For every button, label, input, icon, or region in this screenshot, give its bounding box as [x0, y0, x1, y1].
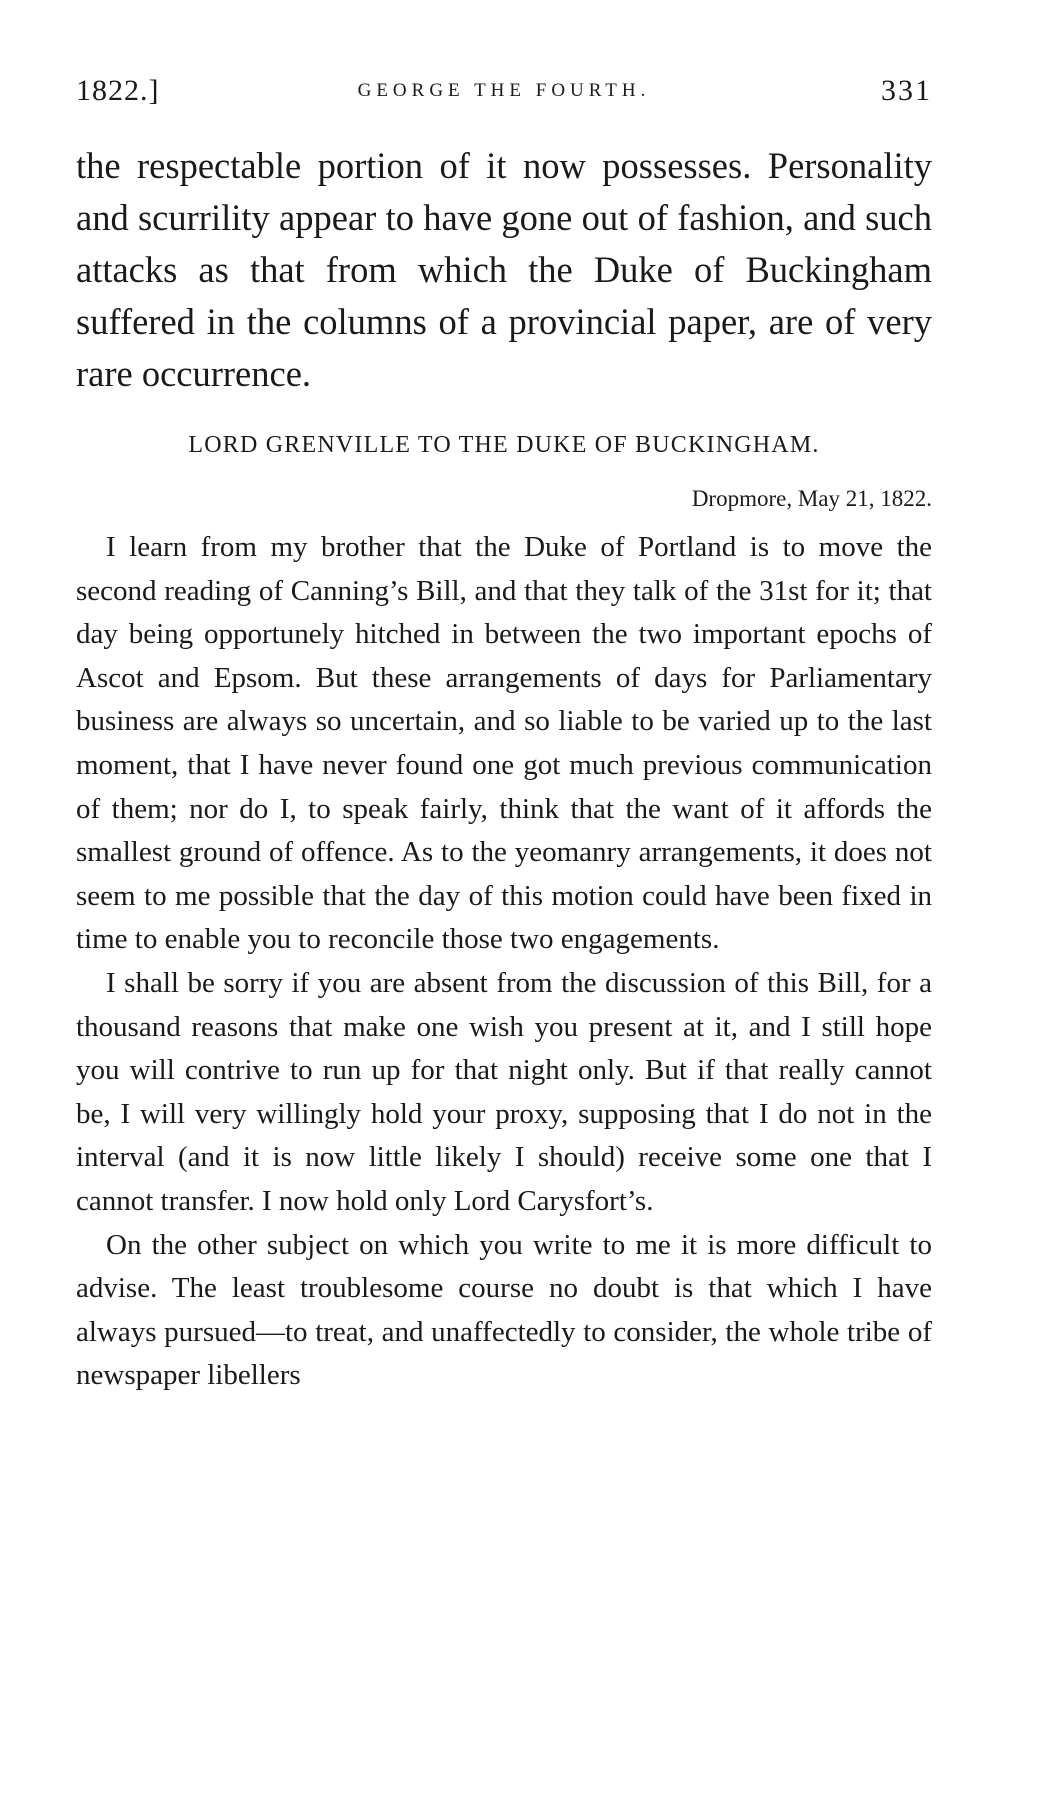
intro-paragraph: the respectable portion of it now possesses. Personality and scurrility appear to have gone out of fashion, and such attacks as that from which the Duke of Buckingham suffered in the columns of a provincial paper, are of very rare occurrence.	[76, 145, 932, 394]
page-number: 331	[881, 74, 932, 107]
running-head-title: GEORGE THE FOURTH.	[357, 80, 651, 101]
running-head	[76, 74, 932, 114]
letter-dateline: Dropmore, May 21, 1822.	[691, 486, 932, 511]
letter-paragraph: I learn from my brother that the Duke of Portland is to move the second reading of Canning’s Bill, and that they talk of the 31st for it; that day being opportunely hitched in between the two important epochs of Ascot and Epsom. But these arrangements of days for Parliamentary business are always so uncertain, and so liable to be varied up to the last moment, that I have never found one got much previous communication of them; nor do I, to speak fairly, think that the want of it affords the smallest ground of offence. As to the yeomanry arrangements, it does not seem to me possible that the day of this motion could have been fixed in time to enable you to reconcile those two engagements.	[76, 531, 932, 956]
letter-paragraph: I shall be sorry if you are absent from the discussion of this Bill, for a thousand reasons that make one wish you present at it, and I still hope you will contrive to run up for that night only. But if that really cannot be, I will very willingly hold your proxy, supposing that I do not in the interval (and it is now little likely I should) receive some one that I cannot transfer. I now hold only Lord Carysfort’s.	[76, 966, 932, 1217]
letter-heading: LORD GRENVILLE TO THE DUKE OF BUCKINGHAM.	[188, 432, 820, 458]
running-head-year: 1822.]	[76, 74, 160, 107]
letter-body	[76, 526, 932, 1398]
letter-paragraph: On the other subject on which you write to me it is more difficult to advise. The least troublesome course no doubt is that which I have always pursued—to treat, and unaffectedly to consider, the whole tribe of newspaper libellers	[76, 1228, 932, 1392]
